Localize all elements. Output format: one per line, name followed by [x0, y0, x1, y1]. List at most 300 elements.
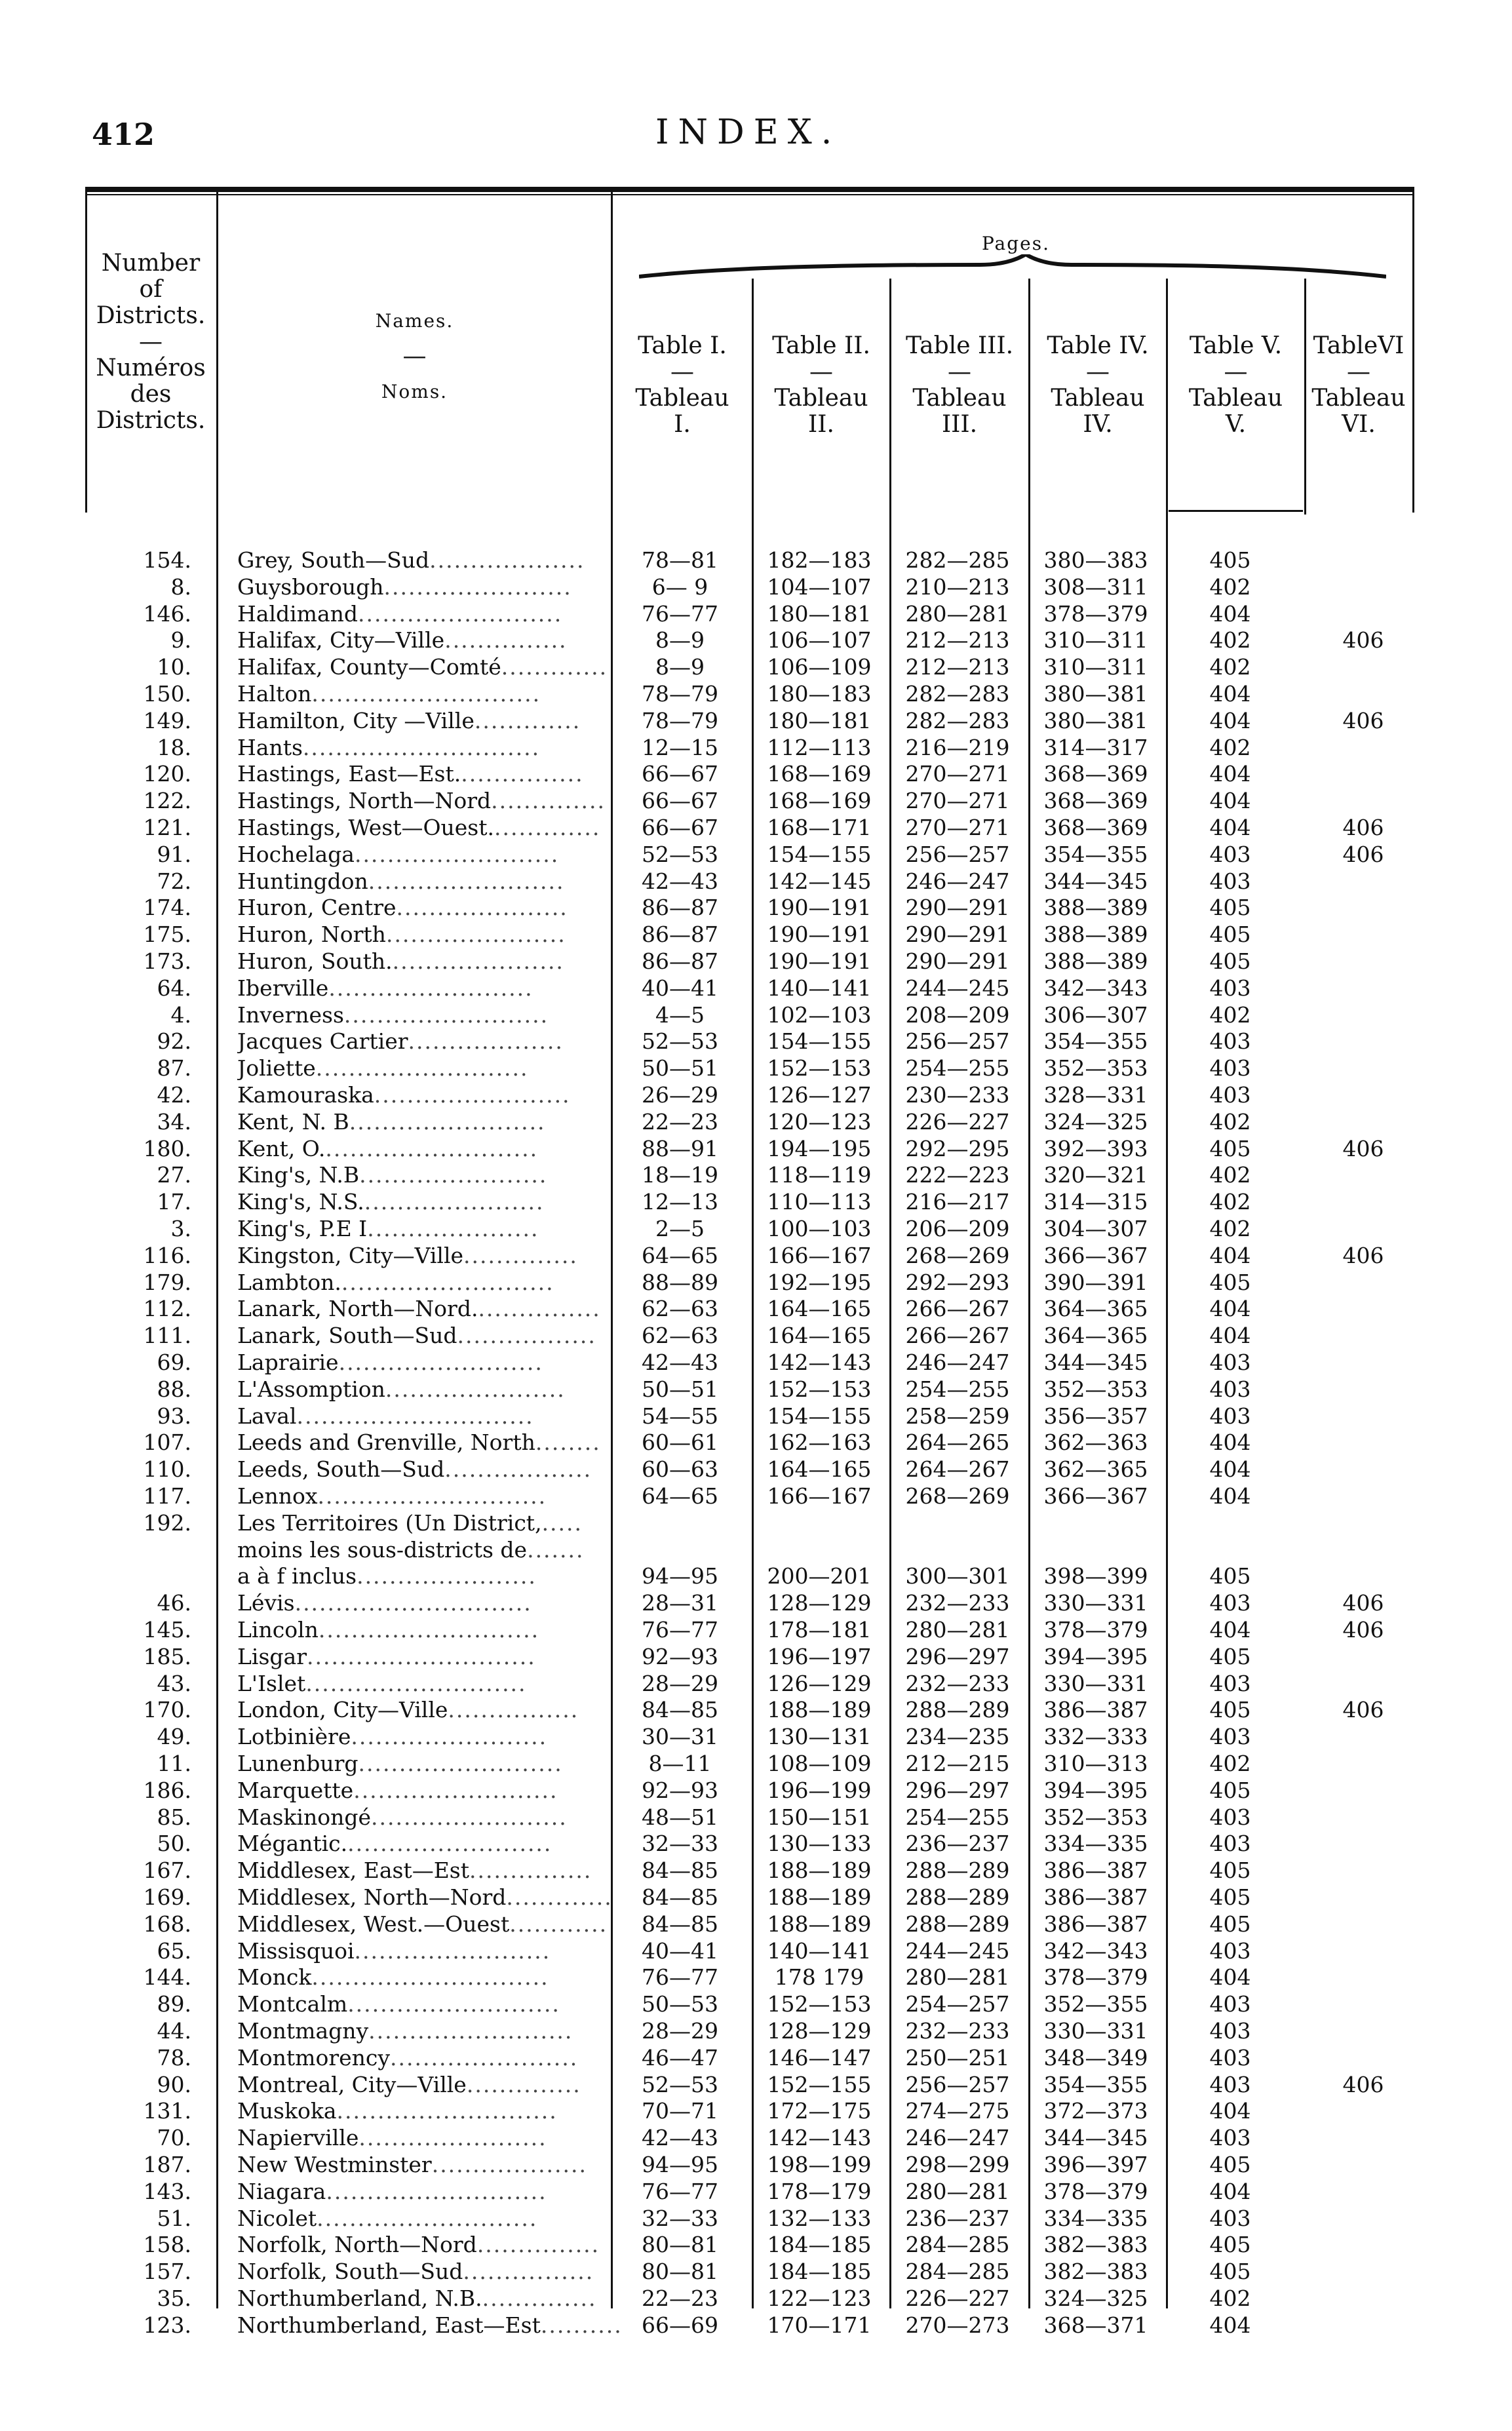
- dot-leader: .............: [501, 654, 608, 680]
- district-number: 150.: [143, 681, 191, 707]
- table-2-pages: 108—109: [767, 1751, 872, 1776]
- table-3-pages: 290—291: [905, 948, 1010, 974]
- dot-leader: ..........................: [325, 1135, 539, 1161]
- district-number: 146.: [143, 600, 191, 627]
- table-row: [85, 627, 1414, 654]
- district-name: Middlesex, East—Est...............: [237, 1857, 592, 1884]
- dot-leader: ..............: [491, 788, 606, 814]
- table-row: [85, 1644, 1414, 1671]
- district-name: Nicolet...........................: [237, 2205, 538, 2231]
- table-2-pages: 190—191: [767, 922, 872, 948]
- dot-leader: ..................: [444, 1456, 592, 1483]
- table-3-pages: 256—257: [905, 841, 1010, 867]
- table-row: [85, 1270, 1414, 1296]
- pages-label: Pages.: [981, 233, 1051, 254]
- district-number: 110.: [143, 1456, 191, 1483]
- table-5-pages: 403: [1209, 1028, 1251, 1055]
- district-number: 8.: [170, 574, 191, 600]
- table-1-pages: 28—29: [642, 1670, 718, 1696]
- dot-leader: ......................: [364, 1189, 545, 1215]
- dot-leader: .............................: [311, 1964, 549, 1991]
- district-number: 64.: [157, 975, 191, 1001]
- table-1-pages: 52—53: [642, 841, 718, 867]
- table-5-pages: 405: [1209, 1857, 1251, 1884]
- table-row: [85, 1590, 1414, 1617]
- table-4-pages: 324—325: [1043, 2285, 1148, 2311]
- table-3-pages: 290—291: [905, 922, 1010, 948]
- table-4-pages: 314—317: [1043, 734, 1148, 760]
- dot-leader: ...........................: [326, 2178, 547, 2204]
- dot-leader: ........: [535, 1429, 601, 1456]
- table-6-pages: 406: [1342, 627, 1384, 653]
- table-3-pages: 284—285: [905, 2232, 1010, 2258]
- table-4-pages: 344—345: [1043, 1350, 1148, 1375]
- table-row: [85, 1136, 1414, 1163]
- district-number: 89.: [157, 1991, 191, 2017]
- table-1-pages: 30—31: [642, 1724, 718, 1750]
- table-5-pages: 403: [1209, 868, 1251, 894]
- table-4-pages: 362—363: [1043, 1429, 1148, 1456]
- table-4-pages: 308—311: [1043, 574, 1148, 600]
- table-5-pages: 404: [1209, 1323, 1251, 1349]
- table-1-pages: 22—23: [642, 2285, 718, 2311]
- header-line: Numéros: [96, 355, 206, 381]
- district-name: King's, N.B.......................: [237, 1162, 548, 1188]
- table-3-pages: 212—213: [905, 654, 1010, 680]
- table-3-pages: 254—257: [905, 1991, 1010, 2017]
- header-line: VI.: [1342, 411, 1376, 438]
- table-4-pages: 356—357: [1043, 1403, 1148, 1429]
- table-5-pages: 405: [1209, 1884, 1251, 1910]
- table-1-pages: 76—77: [642, 2178, 718, 2204]
- table-1-pages: 66—67: [642, 815, 718, 840]
- table-5-pages: 404: [1209, 681, 1251, 707]
- table-2-pages: 164—165: [767, 1456, 872, 1483]
- table-5-pages: 402: [1209, 1189, 1251, 1215]
- table-5-pages: 402: [1209, 1108, 1251, 1135]
- district-number: 187.: [143, 2152, 191, 2177]
- dot-leader: ............: [509, 1911, 608, 1937]
- district-number: 9.: [170, 627, 191, 653]
- table-4-pages: 380—383: [1043, 547, 1148, 573]
- dot-leader: .......: [527, 1536, 585, 1563]
- district-number: 186.: [143, 1777, 191, 1803]
- table-4-pages: 368—371: [1043, 2312, 1148, 2338]
- district-name: Halifax, County—Comté.............: [237, 654, 608, 680]
- table-1-pages: 80—81: [642, 2259, 718, 2285]
- table-4-pages: 398—399: [1043, 1563, 1148, 1589]
- table-5-pages: 403: [1209, 1804, 1251, 1830]
- table-5-pages: 403: [1209, 1831, 1251, 1857]
- district-name: Lambton...........................: [237, 1269, 554, 1295]
- header-line: des: [130, 381, 172, 408]
- table-row: [85, 574, 1414, 601]
- table-1-pages: 66—67: [642, 788, 718, 814]
- district-name: Napierville.......................: [237, 2125, 547, 2151]
- table-1-pages: 76—77: [642, 600, 718, 627]
- table-1-pages: 78—79: [642, 681, 718, 707]
- table-3-pages: 288—289: [905, 1857, 1010, 1884]
- district-number: 34.: [157, 1108, 191, 1135]
- table-row: [85, 948, 1414, 975]
- table-4-pages: 394—395: [1043, 1643, 1148, 1669]
- dot-leader: ............................: [311, 681, 541, 707]
- table-row: [85, 1617, 1414, 1644]
- table-row: [85, 2045, 1414, 2072]
- district-number: 185.: [143, 1643, 191, 1669]
- table-4-pages: 354—355: [1043, 2071, 1148, 2097]
- table-3-pages: 226—227: [905, 2285, 1010, 2311]
- table-4-pages: 320—321: [1043, 1162, 1148, 1188]
- table-1-pages: 4—5: [655, 1002, 705, 1028]
- table-5-pages: 405: [1209, 2232, 1251, 2258]
- table-row: [85, 601, 1414, 628]
- table-row: [85, 868, 1414, 895]
- table-5-pages: 404: [1209, 1296, 1251, 1322]
- table-2-pages: 162—163: [767, 1429, 872, 1456]
- table-2-pages: 178—181: [767, 1617, 872, 1643]
- table-5-pages: 405: [1209, 948, 1251, 974]
- table-5-pages: 405: [1209, 547, 1251, 573]
- table-1-pages: 52—53: [642, 1028, 718, 1055]
- table-2-pages: 188—189: [767, 1697, 872, 1723]
- district-name: Middlesex, West.—Ouest............: [237, 1911, 608, 1937]
- table-2-pages: 128—129: [767, 1590, 872, 1616]
- district-number: 157.: [143, 2259, 191, 2285]
- table-5-pages: 405: [1209, 2259, 1251, 2285]
- table-4-pages: 310—313: [1043, 1751, 1148, 1776]
- header-line: Number: [101, 250, 201, 277]
- district-name: Huron, South......................: [237, 948, 564, 974]
- dot-leader: ..............: [482, 2285, 597, 2311]
- dot-leader: .....................: [367, 1216, 539, 1241]
- district-name: London, City—Ville................: [237, 1697, 579, 1723]
- table-5-pages: 403: [1209, 1724, 1251, 1750]
- table-2-pages: 180—181: [767, 600, 872, 627]
- table-3-pages: 206—209: [905, 1216, 1010, 1241]
- table-5-pages: 405: [1209, 1697, 1251, 1723]
- table-5-pages: 403: [1209, 841, 1251, 867]
- table-row: [85, 1671, 1414, 1698]
- district-name: Lanark, South—Sud.................: [237, 1323, 596, 1349]
- district-name: Kamouraska........................: [237, 1082, 571, 1108]
- table-row: [85, 1243, 1414, 1270]
- district-name: a à f inclus......................: [237, 1563, 537, 1589]
- table-4-pages: 330—331: [1043, 2018, 1148, 2044]
- table-5-pages: 403: [1209, 2125, 1251, 2151]
- dot-leader: ..............: [463, 1242, 578, 1268]
- table-5-pages: 403: [1209, 2018, 1251, 2044]
- table-1-pages: 8—11: [648, 1751, 712, 1776]
- district-name: Lotbinière........................: [237, 1724, 548, 1750]
- district-number: 43.: [157, 1670, 191, 1696]
- table-2-pages: 196—199: [767, 1777, 872, 1803]
- district-number: 122.: [143, 788, 191, 814]
- table-3-pages: 232—233: [905, 2018, 1010, 2044]
- dot-leader: ........................: [370, 1804, 568, 1830]
- table-1-pages: 86—87: [642, 948, 718, 974]
- table-2-pages: 168—169: [767, 761, 872, 787]
- dot-leader: .............................: [296, 1403, 534, 1429]
- table-5-pages: 405: [1209, 1643, 1251, 1669]
- table-2-pages: 184—185: [767, 2232, 872, 2258]
- table-4-pages: 364—365: [1043, 1296, 1148, 1322]
- table-3-pages: 216—217: [905, 1189, 1010, 1215]
- table-3-pages: 270—271: [905, 761, 1010, 787]
- district-number: 112.: [143, 1296, 191, 1322]
- table-3-pages: 236—237: [905, 1831, 1010, 1857]
- district-number: 4.: [170, 1002, 191, 1028]
- table-2-pages: 142—143: [767, 2125, 872, 2151]
- table-3-pages: 232—233: [905, 1590, 1010, 1616]
- table-row: [85, 2152, 1414, 2179]
- table-row: [85, 547, 1414, 574]
- dot-leader: .......................: [359, 2125, 547, 2151]
- table-1-pages: 48—51: [642, 1804, 718, 1830]
- table-1-pages: 28—31: [642, 1590, 718, 1616]
- header-line: —: [670, 359, 694, 385]
- table-2-pages: 128—129: [767, 2018, 872, 2044]
- table-2-pages: 180—181: [767, 707, 872, 733]
- table-2-pages: 178—179: [767, 2178, 872, 2204]
- district-name: Hants.............................: [237, 734, 541, 760]
- table-row: [85, 1964, 1414, 1991]
- table-6-header: [1306, 333, 1412, 438]
- dot-leader: ..........: [540, 2312, 623, 2338]
- dot-leader: ...........................: [318, 1617, 540, 1643]
- table-3-pages: 216—219: [905, 734, 1010, 760]
- table-5-pages: 405: [1209, 1563, 1251, 1589]
- table-3-pages: 282—285: [905, 547, 1010, 573]
- dot-leader: ........................: [351, 1724, 548, 1750]
- table-1-pages: 32—33: [642, 2205, 718, 2231]
- table-row: [85, 708, 1414, 735]
- district-name: L'Islet...........................: [237, 1670, 527, 1696]
- table-4-pages: 364—365: [1043, 1323, 1148, 1349]
- table-4-pages: 382—383: [1043, 2259, 1148, 2285]
- dot-leader: ...............: [469, 1857, 592, 1884]
- district-number: 87.: [157, 1055, 191, 1081]
- table-3-pages: 256—257: [905, 1028, 1010, 1055]
- table-2-pages: 140—141: [767, 1937, 872, 1964]
- header-line: Table I.: [638, 332, 727, 359]
- table-3-pages: 298—299: [905, 2152, 1010, 2177]
- table-5-pages: 403: [1209, 1590, 1251, 1616]
- dot-leader: ..............: [466, 2071, 581, 2097]
- table-3-pages: 270—271: [905, 788, 1010, 814]
- table-3-pages: 234—235: [905, 1724, 1010, 1750]
- table-row: [85, 1938, 1414, 1965]
- table-row: [85, 1778, 1414, 1804]
- district-name: Middlesex, North—Nord.............: [237, 1884, 613, 1910]
- district-name: Lisgar............................: [237, 1643, 536, 1669]
- district-number: 88.: [157, 1376, 191, 1402]
- table-4-pages: 330—331: [1043, 1670, 1148, 1696]
- district-name: Montmorency.......................: [237, 2044, 579, 2071]
- table-row: [85, 2018, 1414, 2045]
- district-name: Lunenburg.........................: [237, 1751, 563, 1776]
- table-4-pages: 388—389: [1043, 948, 1148, 974]
- district-name: Huntingdon........................: [237, 868, 565, 894]
- table-2-pages: 182—183: [767, 547, 872, 573]
- table-2-pages: 154—155: [767, 841, 872, 867]
- district-name: moins les sous-districts de.......: [237, 1536, 585, 1563]
- table-row: [85, 2259, 1414, 2285]
- page-number: 412: [92, 117, 155, 152]
- district-name: Laval.............................: [237, 1403, 534, 1429]
- table-5-pages: 403: [1209, 975, 1251, 1001]
- table-2-header: [753, 333, 889, 438]
- table-3-pages: 254—255: [905, 1055, 1010, 1081]
- district-name: Leeds, South—Sud..................: [237, 1456, 592, 1483]
- district-number: 170.: [143, 1697, 191, 1723]
- dot-leader: .......................: [383, 574, 572, 600]
- table-5-pages: 404: [1209, 2312, 1251, 2338]
- dot-leader: ...............: [476, 2232, 600, 2258]
- table-1-pages: 50—51: [642, 1376, 718, 1402]
- table-row: [85, 1082, 1414, 1109]
- table-2-pages: 190—191: [767, 948, 872, 974]
- dot-leader: ..........................: [315, 1055, 529, 1081]
- header-line: —: [1224, 359, 1248, 385]
- district-number: 51.: [157, 2205, 191, 2231]
- dot-leader: ......................: [385, 922, 566, 948]
- table-3-pages: 288—289: [905, 1884, 1010, 1910]
- table-6-pages: 406: [1342, 1242, 1384, 1268]
- table-2-pages: 112—113: [767, 734, 872, 760]
- district-number: 143.: [143, 2178, 191, 2204]
- district-name: Marquette.........................: [237, 1777, 558, 1803]
- table-4-pages: 330—331: [1043, 1590, 1148, 1616]
- table-3-pages: 288—289: [905, 1697, 1010, 1723]
- dot-leader: ......................: [385, 1376, 566, 1402]
- table-row: [85, 1537, 1414, 1564]
- table-1-pages: 94—95: [642, 2152, 718, 2177]
- header-line: —: [809, 359, 833, 385]
- district-number: 3.: [170, 1216, 191, 1241]
- dot-leader: ........................: [354, 1937, 551, 1964]
- district-number: 65.: [157, 1937, 191, 1964]
- table-row: [85, 1162, 1414, 1189]
- table-1-pages: 78—81: [642, 547, 718, 573]
- table-2-pages: 190—191: [767, 895, 872, 921]
- dot-leader: .............................: [302, 734, 541, 760]
- table-5-pages: 404: [1209, 1483, 1251, 1509]
- table-4-pages: 386—387: [1043, 1857, 1148, 1884]
- table-1-pages: 88—91: [642, 1135, 718, 1161]
- dot-leader: ................: [448, 1697, 579, 1723]
- table-5-pages: 403: [1209, 1991, 1251, 2017]
- dot-leader: .........................: [354, 841, 560, 867]
- table-3-pages: 296—297: [905, 1643, 1010, 1669]
- table-1-pages: 84—85: [642, 1911, 718, 1937]
- table-2-pages: 166—167: [767, 1483, 872, 1509]
- table-3-pages: 258—259: [905, 1403, 1010, 1429]
- table-3-pages: 244—245: [905, 1937, 1010, 1964]
- district-number: 120.: [143, 761, 191, 787]
- table-row: [85, 1857, 1414, 1884]
- table-5-pages: 404: [1209, 815, 1251, 840]
- table-2-pages: 130—133: [767, 1831, 872, 1857]
- table-4-pages: 366—367: [1043, 1483, 1148, 1509]
- table-1-pages: 84—85: [642, 1884, 718, 1910]
- district-name: Iberville.........................: [237, 975, 533, 1001]
- header-line: Table III.: [905, 332, 1014, 359]
- table-1-pages: 92—93: [642, 1643, 718, 1669]
- table-2-pages: 154—155: [767, 1403, 872, 1429]
- dot-leader: ...................: [408, 1028, 564, 1055]
- table-5-pages: 405: [1209, 1777, 1251, 1803]
- table-row: [85, 1911, 1414, 1938]
- table-1-pages: 60—61: [642, 1429, 718, 1456]
- table-2-pages: 142—143: [767, 1350, 872, 1375]
- table-row: [85, 1804, 1414, 1831]
- table-row: [85, 1991, 1414, 2018]
- table-4-pages: 380—381: [1043, 681, 1148, 707]
- table-4-pages: 304—307: [1043, 1216, 1148, 1241]
- table-row: [85, 1296, 1414, 1323]
- table-5-pages: 403: [1209, 1403, 1251, 1429]
- table-3-pages: 226—227: [905, 1108, 1010, 1135]
- table-4-pages: 368—369: [1043, 815, 1148, 840]
- table-row: [85, 1429, 1414, 1456]
- table-4-pages: 378—379: [1043, 2178, 1148, 2204]
- district-name: Hamilton, City —Ville.............: [237, 707, 581, 733]
- district-name: Joliette..........................: [237, 1055, 529, 1081]
- table-3-pages: 280—281: [905, 600, 1010, 627]
- table-3-pages: 280—281: [905, 2178, 1010, 2204]
- table-1-pages: 84—85: [642, 1857, 718, 1884]
- table-3-pages: 268—269: [905, 1483, 1010, 1509]
- table-row: [85, 2312, 1414, 2339]
- table-3-pages: 232—233: [905, 1670, 1010, 1696]
- table-3-pages: 212—213: [905, 627, 1010, 653]
- header-line: III.: [941, 411, 978, 438]
- table-4-pages: 396—397: [1043, 2152, 1148, 2177]
- table-3-pages: 264—265: [905, 1429, 1010, 1456]
- dot-leader: ........................: [368, 868, 565, 894]
- table-1-pages: 88—89: [642, 1269, 718, 1295]
- district-number: 144.: [143, 1964, 191, 1991]
- district-number: 169.: [143, 1884, 191, 1910]
- table-5-pages: 405: [1209, 1135, 1251, 1161]
- table-row: [85, 1724, 1414, 1751]
- header-line: Names.: [375, 310, 454, 332]
- top-rule-thin: [85, 194, 1414, 195]
- table-4-pages: 344—345: [1043, 2125, 1148, 2151]
- table-2-pages: 198—199: [767, 2152, 872, 2177]
- table-4-pages: 348—349: [1043, 2044, 1148, 2071]
- district-number: 145.: [143, 1617, 191, 1643]
- table-2-pages: 168—171: [767, 815, 872, 840]
- table-3-pages: 266—267: [905, 1323, 1010, 1349]
- table-2-pages: 142—145: [767, 868, 872, 894]
- table-3-pages: 282—283: [905, 681, 1010, 707]
- dot-leader: ...........................: [305, 1670, 527, 1696]
- district-number: 46.: [157, 1590, 191, 1616]
- dot-leader: .............................: [294, 1590, 532, 1616]
- header-line: —: [402, 343, 427, 370]
- table-2-pages: 126—129: [767, 1670, 872, 1696]
- table-1-pages: 2—5: [655, 1216, 705, 1241]
- district-number: 17.: [157, 1189, 191, 1215]
- district-number: 44.: [157, 2018, 191, 2044]
- table-row: [85, 2206, 1414, 2232]
- table-5-header: [1167, 333, 1304, 438]
- table-3-pages: 222—223: [905, 1162, 1010, 1188]
- table-4-pages: 366—367: [1043, 1242, 1148, 1268]
- dot-leader: ................: [463, 2259, 594, 2285]
